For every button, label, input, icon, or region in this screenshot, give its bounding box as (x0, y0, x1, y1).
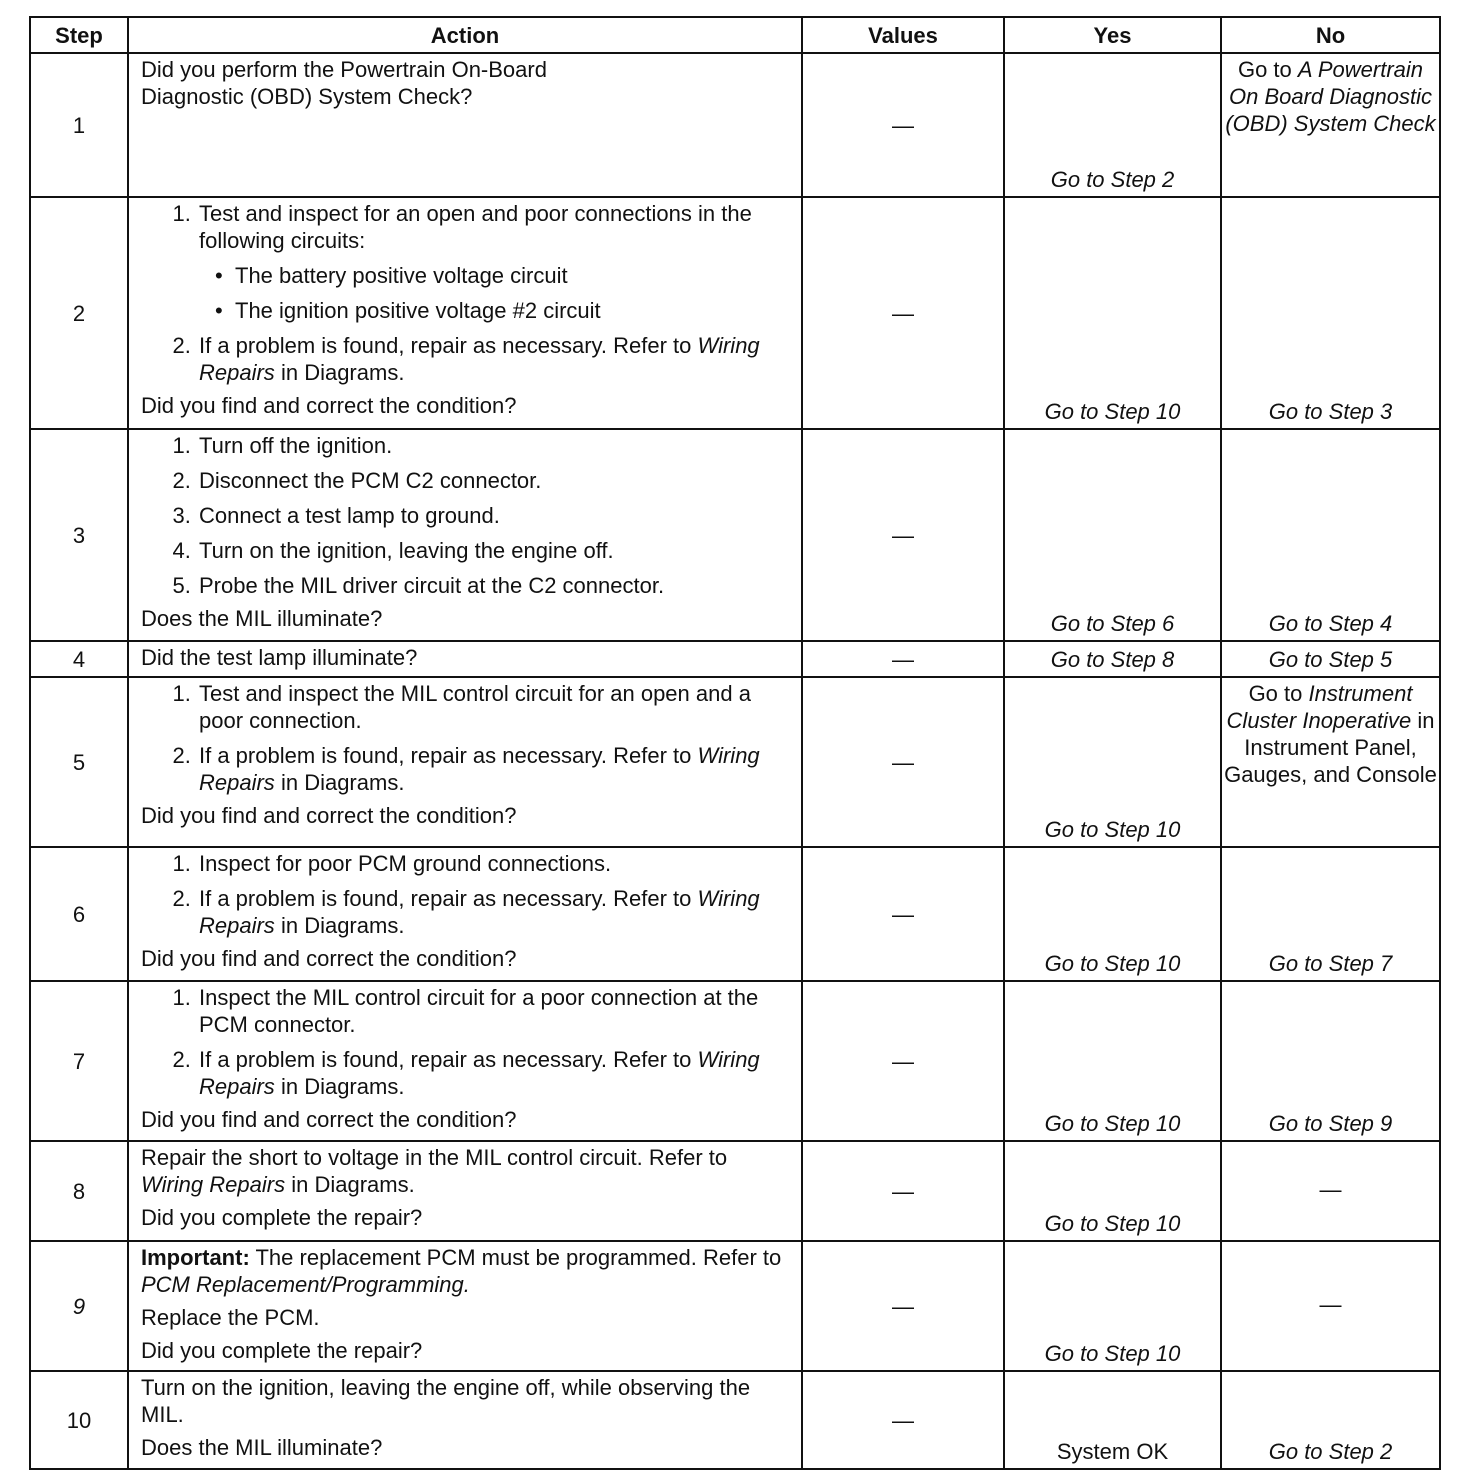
step-number: 2 (30, 197, 128, 429)
step-number: 8 (30, 1141, 128, 1241)
question-text: Does the MIL illuminate? (141, 606, 383, 631)
values-cell (802, 641, 1004, 677)
action-cell (128, 1241, 802, 1371)
dash: — (892, 1407, 914, 1433)
table-row (30, 981, 1440, 1141)
list-item: 1. Inspect for poor PCM ground connections. (197, 850, 791, 877)
table-row (30, 1371, 1440, 1469)
values-cell (802, 429, 1004, 641)
diagnostic-table (29, 16, 1441, 1470)
no-cell (1221, 1141, 1440, 1241)
reference-link: Wiring Repairs (199, 333, 760, 385)
question-text: Did you find and correct the condition? (141, 1107, 517, 1132)
no-cell: Go to Step 3 (1221, 197, 1440, 429)
step-number: 6 (30, 847, 128, 981)
question-text: Did you find and correct the condition? (141, 393, 517, 418)
important-label: Important: (141, 1245, 250, 1270)
step-number: 4 (30, 641, 128, 677)
no-cell: Go to Step 7 (1221, 847, 1440, 981)
dash: — (892, 300, 914, 326)
list-item (197, 742, 791, 796)
values-cell (802, 677, 1004, 847)
yes-cell: Go to Step 6 (1004, 429, 1221, 641)
instruction-body: Repair the short to voltage in the MIL control circuit. Refer to (141, 1145, 728, 1170)
no-cell: Go to Step 9 (1221, 981, 1440, 1141)
list-item-text: If a problem is found, repair as necessary. Refer to (199, 743, 692, 768)
no-cell (1221, 677, 1440, 847)
list-item: 1. Turn off the ignition. (197, 432, 791, 459)
table-row (30, 1141, 1440, 1241)
reference-in: in (280, 770, 299, 795)
list-item (197, 332, 791, 386)
no-cell (1221, 1241, 1440, 1371)
table-row (30, 197, 1440, 429)
list-item: 1. Test and inspect the MIL control circuit for an open and a poor connection. (197, 680, 791, 734)
instruction-text: Turn on the ignition, leaving the engine off, while observing the MIL. (141, 1375, 751, 1427)
yes-cell: Go to Step 10 (1004, 981, 1221, 1141)
bullet-list (199, 262, 791, 324)
reference-doc: Diagrams. (304, 360, 405, 385)
question-text: Did you complete the repair? (141, 1338, 423, 1363)
values-cell (802, 847, 1004, 981)
procedure-list (141, 680, 791, 796)
list-item (197, 200, 791, 324)
step-number: 3 (30, 429, 128, 641)
important-note (141, 1244, 791, 1298)
dash: — (892, 112, 914, 138)
question-text: Does the MIL illuminate? (141, 1435, 383, 1460)
question-text: Diagnostic (OBD) System Check? (141, 84, 473, 109)
list-item: 5. Probe the MIL driver circuit at the C2 connector. (197, 572, 791, 599)
bullet-item: • The battery positive voltage circuit (233, 262, 791, 289)
step-number: 1 (30, 53, 128, 197)
important-text: The replacement PCM must be programmed. Refer to (255, 1245, 782, 1270)
question-text: Did the test lamp illuminate? (141, 645, 418, 670)
action-cell (128, 1141, 802, 1241)
reference-doc: Diagrams. (304, 770, 405, 795)
question-text: Did you find and correct the condition? (141, 946, 517, 971)
reference-link: Wiring Repairs (141, 1172, 286, 1197)
reference-doc: Diagrams. (304, 913, 405, 938)
list-item: 3. Connect a test lamp to ground. (197, 502, 791, 529)
list-item (197, 1046, 791, 1100)
reference-in: in (280, 913, 299, 938)
dash: — (1319, 1292, 1342, 1317)
dash: — (892, 1048, 914, 1074)
list-item: 4. Turn on the ignition, leaving the engine off. (197, 537, 791, 564)
step-number: 10 (30, 1371, 128, 1469)
reference-link: Wiring Repairs (199, 743, 760, 795)
table-row (30, 429, 1440, 641)
step-number: 7 (30, 981, 128, 1141)
reference-doc: Diagrams. (304, 1074, 405, 1099)
no-cell: Go to Step 5 (1221, 641, 1440, 677)
question-text: Did you complete the repair? (141, 1205, 423, 1230)
values-cell (802, 53, 1004, 197)
header-action: Action (128, 17, 802, 53)
dash: — (892, 749, 914, 775)
no-link: Instrument Cluster Inoperative (1226, 681, 1413, 733)
list-item-text: If a problem is found, repair as necessary. Refer to (199, 333, 692, 358)
action-cell (128, 641, 802, 677)
no-cell: Go to Step 4 (1221, 429, 1440, 641)
header-yes: Yes (1004, 17, 1221, 53)
values-cell (802, 981, 1004, 1141)
list-item-text: Test and inspect for an open and poor connections in the following circuits: (199, 201, 752, 253)
procedure-list (141, 200, 791, 386)
action-cell (128, 847, 802, 981)
values-cell (802, 1141, 1004, 1241)
header-no: No (1221, 17, 1440, 53)
action-cell (128, 677, 802, 847)
action-cell (128, 1371, 802, 1469)
list-item: 1. Inspect the MIL control circuit for a poor connection at the PCM connector. (197, 984, 791, 1038)
no-prefix: Go to (1248, 681, 1303, 706)
list-item-text: If a problem is found, repair as necessary. Refer to (199, 1047, 692, 1072)
list-item-text: If a problem is found, repair as necessary. Refer to (199, 886, 692, 911)
yes-cell: Go to Step 10 (1004, 1141, 1221, 1241)
procedure-list (141, 850, 791, 939)
no-cell (1221, 53, 1440, 197)
values-cell (802, 197, 1004, 429)
values-cell (802, 1241, 1004, 1371)
yes-cell: Go to Step 10 (1004, 677, 1221, 847)
dash: — (892, 1178, 914, 1204)
instruction-text: Replace the PCM. (141, 1305, 320, 1330)
action-cell (128, 981, 802, 1141)
dash: — (892, 646, 914, 672)
list-item (197, 885, 791, 939)
reference-link: Wiring Repairs (199, 1047, 760, 1099)
yes-cell: System OK (1004, 1371, 1221, 1469)
no-prefix: Go to (1237, 57, 1292, 82)
reference-doc: Diagrams. (314, 1172, 415, 1197)
header-row (30, 17, 1440, 53)
yes-cell: Go to Step 8 (1004, 641, 1221, 677)
yes-cell: Go to Step 2 (1004, 53, 1221, 197)
reference-in: in (280, 360, 299, 385)
reference-link: Wiring Repairs (199, 886, 760, 938)
dash: — (892, 901, 914, 927)
yes-cell: Go to Step 10 (1004, 197, 1221, 429)
procedure-list (141, 984, 791, 1100)
no-link: A Powertrain On Board Diagnostic (OBD) System Check (1225, 57, 1436, 136)
no-suffix: in Instrument Panel, Gauges, and Console (1224, 708, 1437, 787)
values-cell (802, 1371, 1004, 1469)
instruction-text (141, 1144, 791, 1198)
no-cell: Go to Step 2 (1221, 1371, 1440, 1469)
table-row (30, 677, 1440, 847)
question-text: Did you perform the Powertrain On-Board (141, 57, 547, 82)
step-number: 9 (30, 1241, 128, 1371)
question-text: Did you find and correct the condition? (141, 803, 517, 828)
reference-in: in (280, 1074, 299, 1099)
reference-in: in (291, 1172, 309, 1197)
table-row (30, 847, 1440, 981)
action-cell (128, 429, 802, 641)
dash: — (1319, 1177, 1342, 1202)
step-number: 5 (30, 677, 128, 847)
yes-cell: Go to Step 10 (1004, 847, 1221, 981)
action-cell (128, 197, 802, 429)
table-row (30, 53, 1440, 197)
dash: — (892, 1293, 914, 1319)
action-cell (128, 53, 802, 197)
dash: — (892, 522, 914, 548)
table-row (30, 641, 1440, 677)
table-row (30, 1241, 1440, 1371)
bullet-item: • The ignition positive voltage #2 circuit (233, 297, 791, 324)
header-values: Values (802, 17, 1004, 53)
yes-cell: Go to Step 10 (1004, 1241, 1221, 1371)
procedure-list (141, 432, 791, 599)
reference-link: PCM Replacement/Programming. (141, 1272, 470, 1297)
header-step: Step (30, 17, 128, 53)
list-item: 2. Disconnect the PCM C2 connector. (197, 467, 791, 494)
